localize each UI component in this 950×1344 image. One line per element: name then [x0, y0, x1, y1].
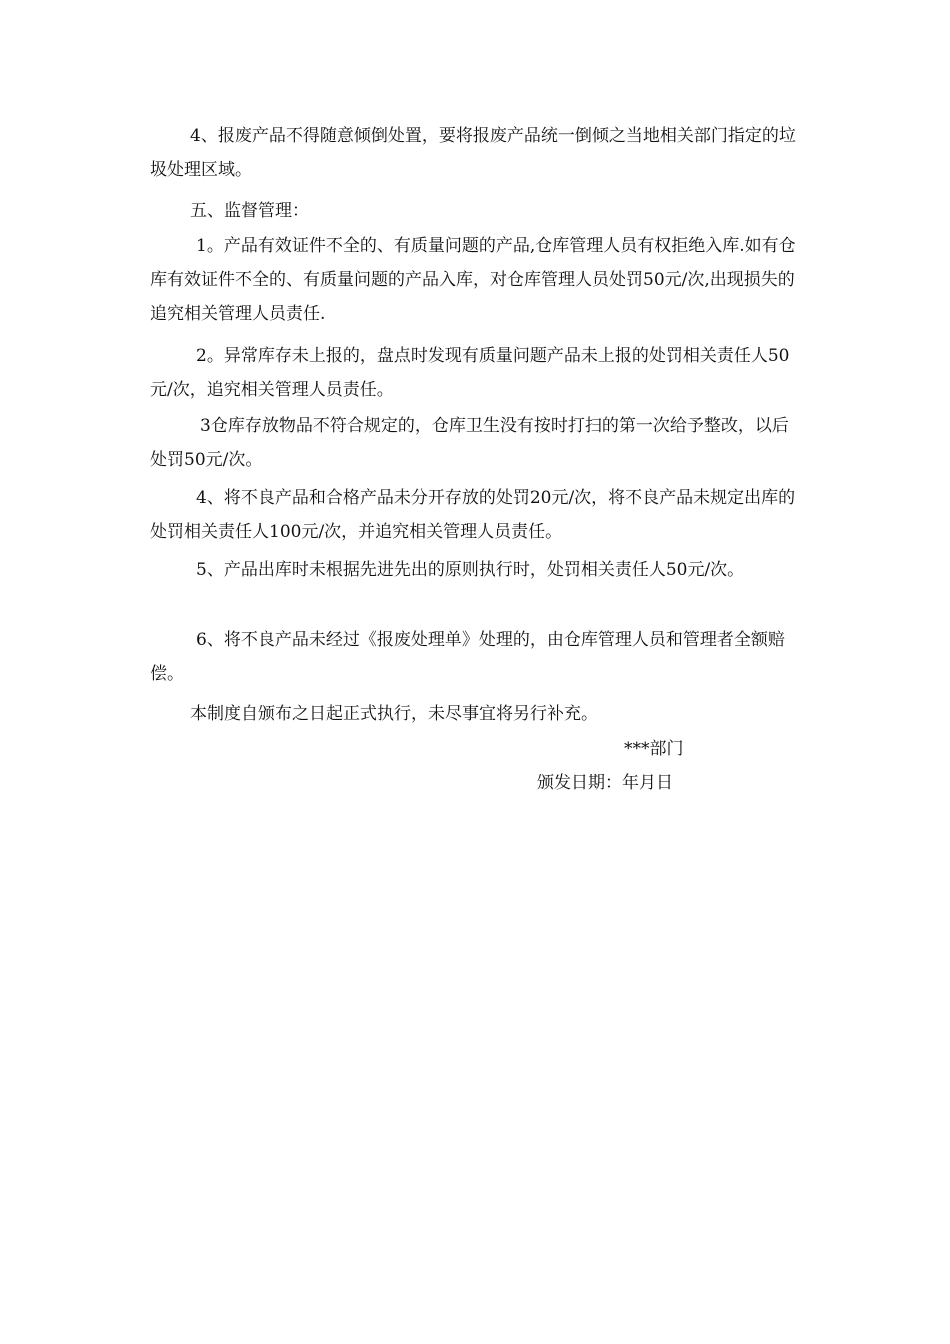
paragraph-rule-1: 1。产品有效证件不全的、有质量问题的产品,仓库管理人员有权拒绝入库.如有仓库有效证件不全的、有质量问题的产品入库，对仓库管理人员处罚50元/次,出现损失的追究相关管理人员责任. — [150, 236, 796, 324]
section-heading-supervision: 五、监督管理： — [190, 201, 309, 221]
paragraph-scrap-disposal: 4、报废产品不得随意倾倒处置，要将报废产品统一倒倾之当地相关部门指定的垃圾处理区域。 — [150, 126, 796, 180]
signature-department: ***部门 — [624, 739, 684, 759]
paragraph-rule-4: 4、将不良产品和合格产品未分开存放的处罚20元/次，将不良产品未规定出库的处罚相关责任人100元/次，并追究相关管理人员责任。 — [150, 488, 796, 542]
paragraph-rule-3: 3仓库存放物品不符合规定的，仓库卫生没有按时打扫的第一次给予整改，以后处罚50元/次。 — [150, 416, 789, 470]
paragraph-rule-5: 5、产品出库时未根据先进先出的原则执行时，处罚相关责任人50元/次。 — [196, 560, 745, 580]
signature-issue-date: 颁发日期：年月日 — [537, 773, 673, 793]
paragraph-rule-2: 2。异常库存未上报的，盘点时发现有质量问题产品未上报的处罚相关责任人50元/次，追究相关管理人员责任。 — [150, 346, 790, 400]
paragraph-effective-date: 本制度自颁布之日起正式执行，未尽事宜将另行补充。 — [190, 704, 598, 724]
paragraph-rule-6: 6、将不良产品未经过《报废处理单》处理的，由仓库管理人员和管理者全额赔偿。 — [150, 630, 785, 684]
